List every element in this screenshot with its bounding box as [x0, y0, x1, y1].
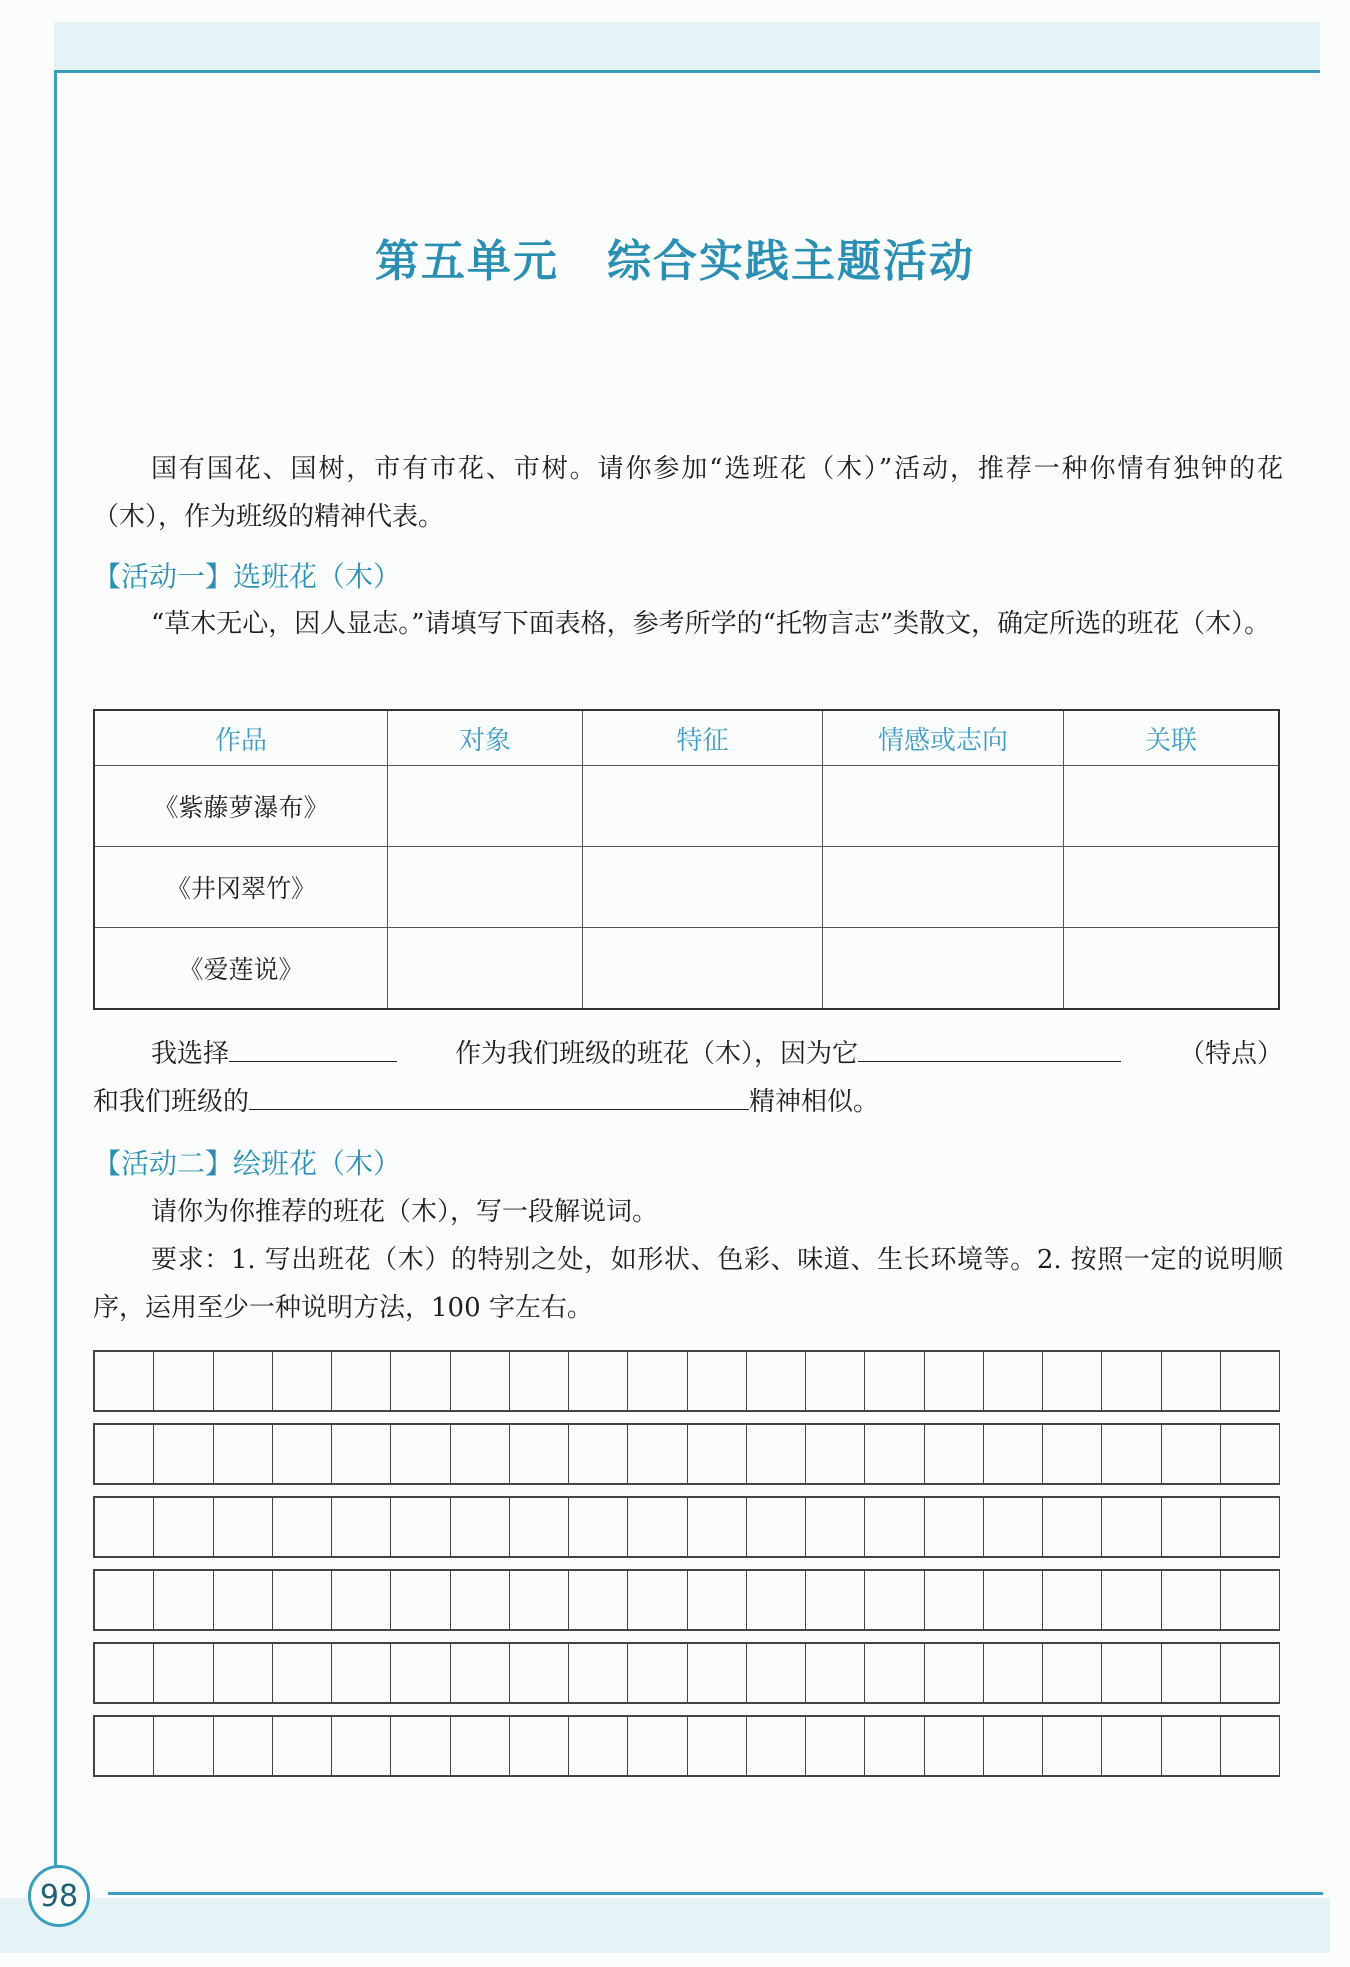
grid-cell[interactable]	[1221, 1717, 1280, 1775]
work-title-cell: 《爱莲说》	[94, 928, 388, 1010]
activity2-requirement: 要求：1. 写出班花（木）的特别之处，如形状、色彩、味道、生长环境等。2. 按照一定的说明顺序，运用至少一种说明方法，100 字左右。	[93, 1245, 1283, 1323]
grid-cell[interactable]	[806, 1571, 865, 1629]
grid-cell[interactable]	[1162, 1352, 1221, 1410]
feature-blank[interactable]	[858, 1031, 1121, 1062]
grid-cell[interactable]	[273, 1644, 332, 1702]
grid-cell[interactable]	[273, 1571, 332, 1629]
table-row	[94, 928, 1279, 1010]
grid-cell[interactable]	[391, 1352, 450, 1410]
grid-cell[interactable]	[806, 1717, 865, 1775]
grid-cell[interactable]	[1043, 1571, 1102, 1629]
grid-cell[interactable]	[569, 1644, 628, 1702]
grid-cell[interactable]	[451, 1717, 510, 1775]
grid-cell[interactable]	[391, 1498, 450, 1556]
grid-cell[interactable]	[332, 1352, 391, 1410]
flower-choice-blank[interactable]	[229, 1031, 397, 1062]
grid-cell[interactable]	[332, 1425, 391, 1483]
grid-cell[interactable]	[1102, 1644, 1161, 1702]
grid-cell[interactable]	[391, 1717, 450, 1775]
grid-cell[interactable]	[154, 1425, 213, 1483]
writing-grid-row[interactable]	[93, 1642, 1280, 1704]
grid-cell[interactable]	[154, 1644, 213, 1702]
grid-cell[interactable]	[451, 1425, 510, 1483]
grid-cell[interactable]	[1162, 1644, 1221, 1702]
grid-cell[interactable]	[984, 1498, 1043, 1556]
answer-cell[interactable]	[823, 766, 1064, 847]
fill-text-2: 作为我们班级的班花（木），因为它	[455, 1039, 859, 1069]
grid-cell[interactable]	[1102, 1498, 1161, 1556]
grid-cell[interactable]	[569, 1571, 628, 1629]
work-title-cell: 《紫藤萝瀑布》	[94, 766, 388, 847]
table-header-row	[94, 710, 1279, 766]
spirit-blank[interactable]	[249, 1079, 749, 1110]
activity1-instruction: “草木无心，因人显志。”请填写下面表格，参考所学的“托物言志”类散文，确定所选的班花（木）。	[151, 609, 1271, 639]
table-row	[94, 766, 1279, 847]
grid-cell[interactable]	[1221, 1571, 1280, 1629]
answer-cell[interactable]	[1064, 847, 1280, 928]
intro-paragraph: 国有国花、国树，市有市花、市树。请你参加“选班花（木）”活动，推荐一种你情有独钟的花（木），作为班级的精神代表。	[93, 454, 1283, 532]
grid-cell[interactable]	[391, 1425, 450, 1483]
grid-cell[interactable]	[925, 1352, 984, 1410]
top-band	[54, 22, 1320, 70]
grid-cell[interactable]	[273, 1717, 332, 1775]
grid-cell[interactable]	[95, 1498, 154, 1556]
grid-cell[interactable]	[984, 1644, 1043, 1702]
grid-cell[interactable]	[214, 1717, 273, 1775]
grid-cell[interactable]	[747, 1425, 806, 1483]
grid-cell[interactable]	[688, 1644, 747, 1702]
grid-cell[interactable]	[1162, 1717, 1221, 1775]
grid-cell[interactable]	[628, 1644, 687, 1702]
grid-cell[interactable]	[1162, 1498, 1221, 1556]
grid-cell[interactable]	[214, 1498, 273, 1556]
grid-cell[interactable]	[1043, 1425, 1102, 1483]
fill-text-4: 和我们班级的	[93, 1087, 250, 1117]
grid-cell[interactable]	[984, 1352, 1043, 1410]
grid-cell[interactable]	[925, 1644, 984, 1702]
grid-cell[interactable]	[628, 1425, 687, 1483]
answer-cell[interactable]	[388, 766, 583, 847]
grid-cell[interactable]	[451, 1644, 510, 1702]
writing-grid-row[interactable]	[93, 1350, 1280, 1412]
grid-cell[interactable]	[510, 1498, 569, 1556]
works-table	[93, 709, 1280, 1010]
grid-cell[interactable]	[925, 1498, 984, 1556]
answer-cell[interactable]	[388, 847, 583, 928]
grid-cell[interactable]	[806, 1498, 865, 1556]
fill-text-1: 我选择	[151, 1039, 230, 1069]
title-topic: 综合实践主题活动	[607, 236, 975, 287]
grid-cell[interactable]	[865, 1571, 924, 1629]
writing-grid-row[interactable]	[93, 1715, 1280, 1777]
writing-grid-row[interactable]	[93, 1496, 1280, 1558]
answer-cell[interactable]	[388, 928, 583, 1010]
grid-cell[interactable]	[688, 1425, 747, 1483]
grid-cell[interactable]	[1102, 1571, 1161, 1629]
answer-cell[interactable]	[1064, 928, 1280, 1010]
answer-cell[interactable]	[823, 928, 1064, 1010]
bottom-band	[0, 1898, 1330, 1953]
grid-cell[interactable]	[214, 1352, 273, 1410]
grid-cell[interactable]	[332, 1717, 391, 1775]
grid-cell[interactable]	[569, 1352, 628, 1410]
grid-cell[interactable]	[688, 1352, 747, 1410]
fill-in-sentence	[93, 1030, 1283, 1126]
grid-cell[interactable]	[214, 1571, 273, 1629]
frame-bottom-line	[108, 1892, 1323, 1895]
frame-left-line	[54, 70, 57, 1880]
grid-cell[interactable]	[925, 1717, 984, 1775]
grid-cell[interactable]	[628, 1571, 687, 1629]
page-number: 98	[28, 1865, 90, 1927]
grid-cell[interactable]	[747, 1717, 806, 1775]
grid-cell[interactable]	[806, 1644, 865, 1702]
activity2-heading: 【活动二】绘班花（木）	[93, 1147, 402, 1180]
grid-cell[interactable]	[1221, 1352, 1280, 1410]
grid-cell[interactable]	[1102, 1425, 1161, 1483]
grid-cell[interactable]	[451, 1352, 510, 1410]
grid-cell[interactable]	[925, 1571, 984, 1629]
grid-cell[interactable]	[510, 1644, 569, 1702]
frame-top-line	[54, 70, 1320, 73]
grid-cell[interactable]	[984, 1425, 1043, 1483]
grid-cell[interactable]	[747, 1498, 806, 1556]
grid-cell[interactable]	[806, 1352, 865, 1410]
grid-cell[interactable]	[154, 1571, 213, 1629]
grid-cell[interactable]	[865, 1425, 924, 1483]
grid-cell[interactable]	[1162, 1571, 1221, 1629]
grid-cell[interactable]	[806, 1425, 865, 1483]
grid-cell[interactable]	[332, 1498, 391, 1556]
writing-grid-row[interactable]	[93, 1423, 1280, 1485]
grid-cell[interactable]	[391, 1571, 450, 1629]
grid-cell[interactable]	[984, 1571, 1043, 1629]
grid-cell[interactable]	[510, 1425, 569, 1483]
grid-cell[interactable]	[391, 1644, 450, 1702]
grid-cell[interactable]	[747, 1352, 806, 1410]
header-cell: 情感或志向	[823, 710, 1064, 766]
grid-cell[interactable]	[332, 1571, 391, 1629]
grid-cell[interactable]	[865, 1498, 924, 1556]
grid-cell[interactable]	[510, 1352, 569, 1410]
grid-cell[interactable]	[1102, 1352, 1161, 1410]
grid-cell[interactable]	[273, 1352, 332, 1410]
header-cell: 特征	[583, 710, 823, 766]
grid-cell[interactable]	[865, 1644, 924, 1702]
answer-cell[interactable]	[583, 766, 823, 847]
grid-cell[interactable]	[154, 1498, 213, 1556]
grid-cell[interactable]	[865, 1352, 924, 1410]
grid-cell[interactable]	[688, 1498, 747, 1556]
activity1-heading: 【活动一】选班花（木）	[93, 560, 402, 593]
grid-cell[interactable]	[628, 1352, 687, 1410]
header-cell: 作品	[94, 710, 388, 766]
grid-cell[interactable]	[1102, 1717, 1161, 1775]
grid-cell[interactable]	[569, 1717, 628, 1775]
grid-cell[interactable]	[1043, 1352, 1102, 1410]
answer-cell[interactable]	[1064, 766, 1280, 847]
grid-cell[interactable]	[569, 1498, 628, 1556]
grid-cell[interactable]	[747, 1571, 806, 1629]
page-title	[0, 225, 1350, 289]
grid-cell[interactable]	[628, 1717, 687, 1775]
grid-cell[interactable]	[214, 1425, 273, 1483]
grid-cell[interactable]	[1221, 1644, 1280, 1702]
grid-cell[interactable]	[865, 1717, 924, 1775]
grid-cell[interactable]	[628, 1498, 687, 1556]
answer-cell[interactable]	[823, 847, 1064, 928]
header-cell: 对象	[388, 710, 583, 766]
grid-cell[interactable]	[95, 1717, 154, 1775]
grid-cell[interactable]	[273, 1425, 332, 1483]
grid-cell[interactable]	[984, 1717, 1043, 1775]
grid-cell[interactable]	[1221, 1425, 1280, 1483]
answer-cell[interactable]	[583, 847, 823, 928]
grid-cell[interactable]	[154, 1717, 213, 1775]
grid-cell[interactable]	[688, 1717, 747, 1775]
grid-cell[interactable]	[510, 1571, 569, 1629]
fill-text-5: 精神相似。	[749, 1087, 880, 1117]
grid-cell[interactable]	[747, 1644, 806, 1702]
fill-text-3: （特点）	[1178, 1039, 1283, 1069]
grid-cell[interactable]	[1043, 1717, 1102, 1775]
header-cell: 关联	[1064, 710, 1280, 766]
grid-cell[interactable]	[1162, 1425, 1221, 1483]
grid-cell[interactable]	[925, 1425, 984, 1483]
table-row	[94, 847, 1279, 928]
grid-cell[interactable]	[95, 1352, 154, 1410]
grid-cell[interactable]	[1043, 1498, 1102, 1556]
grid-cell[interactable]	[332, 1644, 391, 1702]
work-title-cell: 《井冈翠竹》	[94, 847, 388, 928]
grid-cell[interactable]	[95, 1644, 154, 1702]
grid-cell[interactable]	[1221, 1498, 1280, 1556]
grid-cell[interactable]	[214, 1644, 273, 1702]
grid-cell[interactable]	[688, 1571, 747, 1629]
grid-cell[interactable]	[451, 1571, 510, 1629]
activity2-instruction: 请你为你推荐的班花（木），写一段解说词。	[151, 1197, 659, 1227]
writing-grid-row[interactable]	[93, 1569, 1280, 1631]
grid-cell[interactable]	[1043, 1644, 1102, 1702]
grid-cell[interactable]	[451, 1498, 510, 1556]
grid-cell[interactable]	[154, 1352, 213, 1410]
title-unit: 第五单元	[375, 236, 559, 287]
grid-cell[interactable]	[569, 1425, 628, 1483]
answer-cell[interactable]	[583, 928, 823, 1010]
grid-cell[interactable]	[510, 1717, 569, 1775]
grid-cell[interactable]	[95, 1571, 154, 1629]
grid-cell[interactable]	[95, 1425, 154, 1483]
grid-cell[interactable]	[273, 1498, 332, 1556]
